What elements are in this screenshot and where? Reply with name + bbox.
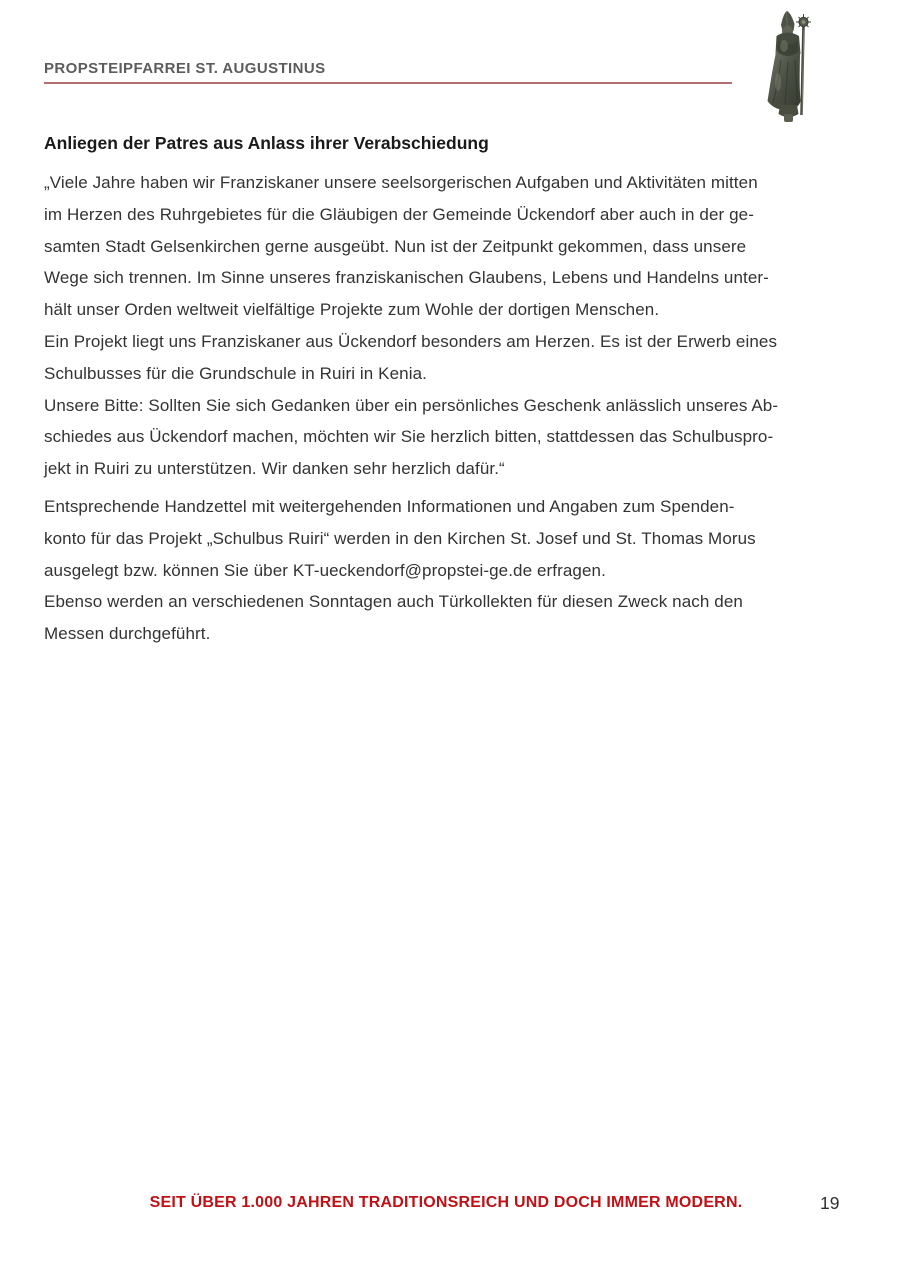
text-line: Messen durchgeführt. xyxy=(44,624,211,644)
text-line: „Viele Jahre haben wir Franziskaner unsere seelsorgerischen Aufgaben und Aktivitäten mitten xyxy=(44,173,758,192)
text-line: hält unser Orden weltweit vielfältige Projekte zum Wohle der dortigen Menschen. xyxy=(44,300,660,320)
text-line: Wege sich trennen. Im Sinne unseres franziskanischen Glaubens, Lebens und Handelns unter- xyxy=(44,268,769,288)
bishop-statue-icon xyxy=(757,8,819,124)
text-line: im Herzen des Ruhrgebietes für die Gläubigen der Gemeinde Ückendorf aber auch in der ge- xyxy=(44,204,754,224)
page-header-title: PROPSTEIPFARREI ST. AUGUSTINUS xyxy=(44,60,326,77)
footer-slogan: SEIT ÜBER 1.000 JAHREN TRADITIONSREICH UND DOCH IMMER MODERN. xyxy=(149,1194,743,1211)
article-title: Anliegen der Patres aus Anlass ihrer Verabschiedung xyxy=(44,133,489,153)
text-line: Entsprechende Handzettel mit weitergehenden Informationen und Angaben zum Spenden- xyxy=(44,496,735,516)
article-body xyxy=(44,167,864,650)
text-line: samten Stadt Gelsenkirchen gerne ausgeübt. Nun ist der Zeitpunkt gekommen, dass unsere xyxy=(44,236,747,256)
text-line: Ein Projekt liegt uns Franziskaner aus Ückendorf besonders am Herzen. Es ist der Erwerb eines xyxy=(44,331,778,351)
text-line: ausgelegt bzw. können Sie über KT-ueckendorf@propstei-ge.de erfragen. xyxy=(44,560,606,580)
text-line: Ebenso werden an verschiedenen Sonntagen auch Türkollekten für diesen Zweck nach den xyxy=(44,592,743,612)
paragraph-section xyxy=(44,491,864,650)
text-line: jekt in Ruiri zu unterstützen. Wir danken sehr herzlich dafür.“ xyxy=(44,459,505,479)
page-number: 19 xyxy=(820,1193,840,1213)
text-line: schiedes aus Ückendorf machen, möchten wir Sie herzlich bitten, stattdessen das Schulbuspro- xyxy=(44,427,774,447)
header-divider-rule xyxy=(44,82,732,84)
text-line: Schulbusses für die Grundschule in Ruiri in Kenia. xyxy=(44,363,427,383)
text-line: konto für das Projekt „Schulbus Ruiri“ werden in den Kirchen St. Josef und St. Thomas Morus xyxy=(44,528,756,548)
paragraph-section xyxy=(44,167,864,485)
text-line: Unsere Bitte: Sollten Sie sich Gedanken über ein persönliches Geschenk anlässlich unseres Ab- xyxy=(44,395,779,415)
